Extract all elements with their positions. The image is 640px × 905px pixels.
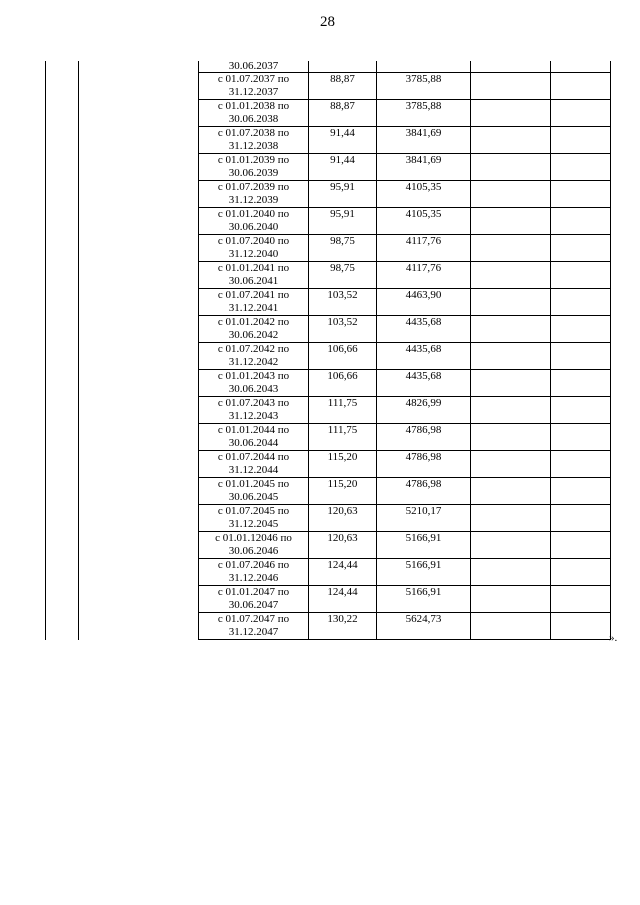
empty-cell bbox=[551, 262, 611, 289]
value-1-cell: 103,52 bbox=[309, 316, 377, 343]
period-from: с 01.01.12046 по bbox=[215, 532, 292, 544]
period-cell bbox=[199, 61, 309, 73]
tariff-table bbox=[45, 61, 611, 640]
period-from: с 01.07.2046 по bbox=[217, 559, 290, 571]
empty-cell bbox=[551, 613, 611, 640]
period-to: 31.12.2041 bbox=[228, 302, 279, 314]
value-2-cell: 4826,99 bbox=[377, 397, 471, 424]
empty-cell bbox=[551, 559, 611, 586]
period-to: 30.06.2039 bbox=[228, 167, 279, 179]
value-1-cell: 111,75 bbox=[309, 424, 377, 451]
value-2-cell: 4786,98 bbox=[377, 478, 471, 505]
period-to: 31.12.2039 bbox=[228, 194, 279, 206]
period-from: с 01.07.2040 по bbox=[217, 235, 290, 247]
period-from: с 01.07.2043 по bbox=[217, 397, 290, 409]
period-cell bbox=[199, 505, 309, 532]
value-2-cell: 3841,69 bbox=[377, 154, 471, 181]
value-2-cell: 5624,73 bbox=[377, 613, 471, 640]
value-2-cell: 3785,88 bbox=[377, 73, 471, 100]
empty-cell bbox=[551, 370, 611, 397]
empty-cell bbox=[551, 424, 611, 451]
period-cell bbox=[199, 613, 309, 640]
empty-cell bbox=[551, 532, 611, 559]
period-to: 31.12.2047 bbox=[228, 626, 279, 638]
period-to: 30.06.2040 bbox=[228, 221, 279, 233]
value-1-cell: 95,91 bbox=[309, 208, 377, 235]
period-cell bbox=[199, 235, 309, 262]
value-1-cell: 115,20 bbox=[309, 451, 377, 478]
value-1-cell: 120,63 bbox=[309, 532, 377, 559]
period-from: с 01.01.2039 по bbox=[217, 154, 290, 166]
period-cell bbox=[199, 289, 309, 316]
value-1-cell: 115,20 bbox=[309, 478, 377, 505]
period-cell bbox=[199, 73, 309, 100]
value-1-cell: 88,87 bbox=[309, 100, 377, 127]
empty-cell bbox=[551, 73, 611, 100]
period-cell bbox=[199, 154, 309, 181]
page-number: 28 bbox=[320, 14, 335, 30]
value-2-cell: 5166,91 bbox=[377, 532, 471, 559]
value-1-cell: 98,75 bbox=[309, 235, 377, 262]
period-from: с 01.01.2041 по bbox=[217, 262, 290, 274]
value-2-cell: 4117,76 bbox=[377, 235, 471, 262]
value-2-cell: 4117,76 bbox=[377, 262, 471, 289]
table-row bbox=[46, 61, 611, 73]
value-2-cell: 5166,91 bbox=[377, 586, 471, 613]
value-2-cell: 4105,35 bbox=[377, 181, 471, 208]
empty-cell bbox=[471, 586, 551, 613]
empty-cell bbox=[471, 208, 551, 235]
empty-cell bbox=[551, 127, 611, 154]
period-from: с 01.01.2045 по bbox=[217, 478, 290, 490]
empty-cell bbox=[471, 424, 551, 451]
empty-cell bbox=[471, 262, 551, 289]
empty-cell bbox=[471, 73, 551, 100]
period-from: с 01.01.2042 по bbox=[217, 316, 290, 328]
period-cell bbox=[199, 478, 309, 505]
empty-cell bbox=[551, 235, 611, 262]
empty-cell bbox=[471, 100, 551, 127]
period-cell bbox=[199, 451, 309, 478]
empty-cell bbox=[471, 127, 551, 154]
period-to: 30.06.2038 bbox=[228, 113, 279, 125]
value-2-cell: 4435,68 bbox=[377, 343, 471, 370]
empty-cell bbox=[551, 316, 611, 343]
value-2-cell: 4435,68 bbox=[377, 316, 471, 343]
empty-cell bbox=[551, 154, 611, 181]
empty-cell bbox=[551, 289, 611, 316]
empty-cell bbox=[551, 100, 611, 127]
empty-cell bbox=[471, 478, 551, 505]
value-1-cell: 124,44 bbox=[309, 559, 377, 586]
empty-cell bbox=[471, 154, 551, 181]
period-cell bbox=[199, 316, 309, 343]
period-from: с 01.01.2038 по bbox=[217, 100, 290, 112]
value-1-cell: 103,52 bbox=[309, 289, 377, 316]
period-from: с 01.07.2041 по bbox=[217, 289, 290, 301]
period-from: с 01.07.2045 по bbox=[217, 505, 290, 517]
empty-cell bbox=[551, 451, 611, 478]
empty-cell bbox=[471, 316, 551, 343]
value-1-cell: 130,22 bbox=[309, 613, 377, 640]
period-to: 31.12.2043 bbox=[228, 410, 279, 422]
period-to: 31.12.2042 bbox=[228, 356, 279, 368]
period-from: с 01.01.2040 по bbox=[217, 208, 290, 220]
period-to: 30.06.2041 bbox=[228, 275, 279, 287]
empty-cell bbox=[551, 181, 611, 208]
period-to: 31.12.2046 bbox=[228, 572, 279, 584]
empty-cell bbox=[471, 61, 551, 73]
period-cell bbox=[199, 586, 309, 613]
empty-cell bbox=[551, 586, 611, 613]
empty-cell bbox=[471, 532, 551, 559]
period-to: 31.12.2040 bbox=[228, 248, 279, 260]
empty-cell bbox=[471, 289, 551, 316]
period-cell bbox=[199, 532, 309, 559]
period-cell bbox=[199, 424, 309, 451]
period-from: с 01.07.2038 по bbox=[217, 127, 290, 139]
value-2-cell: 3841,69 bbox=[377, 127, 471, 154]
value-2-cell: 4463,90 bbox=[377, 289, 471, 316]
period-from: с 01.07.2039 по bbox=[217, 181, 290, 193]
period-from: с 01.07.2037 по bbox=[217, 73, 290, 85]
merged-cell-col-2 bbox=[79, 61, 199, 640]
closing-quote: ». bbox=[609, 632, 618, 644]
value-2-cell: 4786,98 bbox=[377, 451, 471, 478]
empty-cell bbox=[551, 208, 611, 235]
period-cell bbox=[199, 127, 309, 154]
period-from: с 01.07.2047 по bbox=[217, 613, 290, 625]
period-from: с 01.07.2042 по bbox=[217, 343, 290, 355]
empty-cell bbox=[551, 343, 611, 370]
period-to: 30.06.2046 bbox=[228, 545, 279, 557]
period-from: с 01.01.2044 по bbox=[217, 424, 290, 436]
period-from: с 01.01.2043 по bbox=[217, 370, 290, 382]
merged-cell-col-1 bbox=[46, 61, 79, 640]
period-to: 30.06.2042 bbox=[228, 329, 279, 341]
empty-cell bbox=[471, 397, 551, 424]
empty-cell bbox=[471, 613, 551, 640]
period-cell bbox=[199, 559, 309, 586]
value-2-cell: 5166,91 bbox=[377, 559, 471, 586]
value-2-cell: 3785,88 bbox=[377, 100, 471, 127]
value-1-cell: 88,87 bbox=[309, 73, 377, 100]
period-to: 30.06.2047 bbox=[228, 599, 279, 611]
empty-cell bbox=[551, 478, 611, 505]
period-to: 30.06.2044 bbox=[228, 437, 279, 449]
period-cell bbox=[199, 262, 309, 289]
period-cell bbox=[199, 397, 309, 424]
value-1-cell bbox=[309, 61, 377, 73]
empty-cell bbox=[471, 559, 551, 586]
value-2-cell: 4786,98 bbox=[377, 424, 471, 451]
table-body bbox=[46, 61, 611, 640]
period-cell bbox=[199, 343, 309, 370]
empty-cell bbox=[471, 451, 551, 478]
value-1-cell: 91,44 bbox=[309, 127, 377, 154]
period-from: с 01.01.2047 по bbox=[217, 586, 290, 598]
empty-cell bbox=[471, 343, 551, 370]
value-1-cell: 120,63 bbox=[309, 505, 377, 532]
value-1-cell: 124,44 bbox=[309, 586, 377, 613]
period-to: 30.06.2037 bbox=[228, 60, 279, 72]
value-1-cell: 106,66 bbox=[309, 343, 377, 370]
period-to: 31.12.2037 bbox=[228, 86, 279, 98]
value-1-cell: 98,75 bbox=[309, 262, 377, 289]
period-to: 31.12.2044 bbox=[228, 464, 279, 476]
value-1-cell: 111,75 bbox=[309, 397, 377, 424]
empty-cell bbox=[471, 181, 551, 208]
value-1-cell: 106,66 bbox=[309, 370, 377, 397]
period-to: 30.06.2045 bbox=[228, 491, 279, 503]
value-2-cell: 4435,68 bbox=[377, 370, 471, 397]
period-cell bbox=[199, 181, 309, 208]
value-1-cell: 95,91 bbox=[309, 181, 377, 208]
period-to: 31.12.2038 bbox=[228, 140, 279, 152]
value-2-cell: 4105,35 bbox=[377, 208, 471, 235]
period-cell bbox=[199, 370, 309, 397]
value-2-cell: 5210,17 bbox=[377, 505, 471, 532]
empty-cell bbox=[471, 505, 551, 532]
value-2-cell bbox=[377, 61, 471, 73]
value-1-cell: 91,44 bbox=[309, 154, 377, 181]
empty-cell bbox=[551, 505, 611, 532]
period-to: 30.06.2043 bbox=[228, 383, 279, 395]
period-cell bbox=[199, 100, 309, 127]
period-from: с 01.07.2044 по bbox=[217, 451, 290, 463]
period-to: 31.12.2045 bbox=[228, 518, 279, 530]
empty-cell bbox=[471, 370, 551, 397]
empty-cell bbox=[471, 235, 551, 262]
empty-cell bbox=[551, 397, 611, 424]
period-cell bbox=[199, 208, 309, 235]
empty-cell bbox=[551, 61, 611, 73]
